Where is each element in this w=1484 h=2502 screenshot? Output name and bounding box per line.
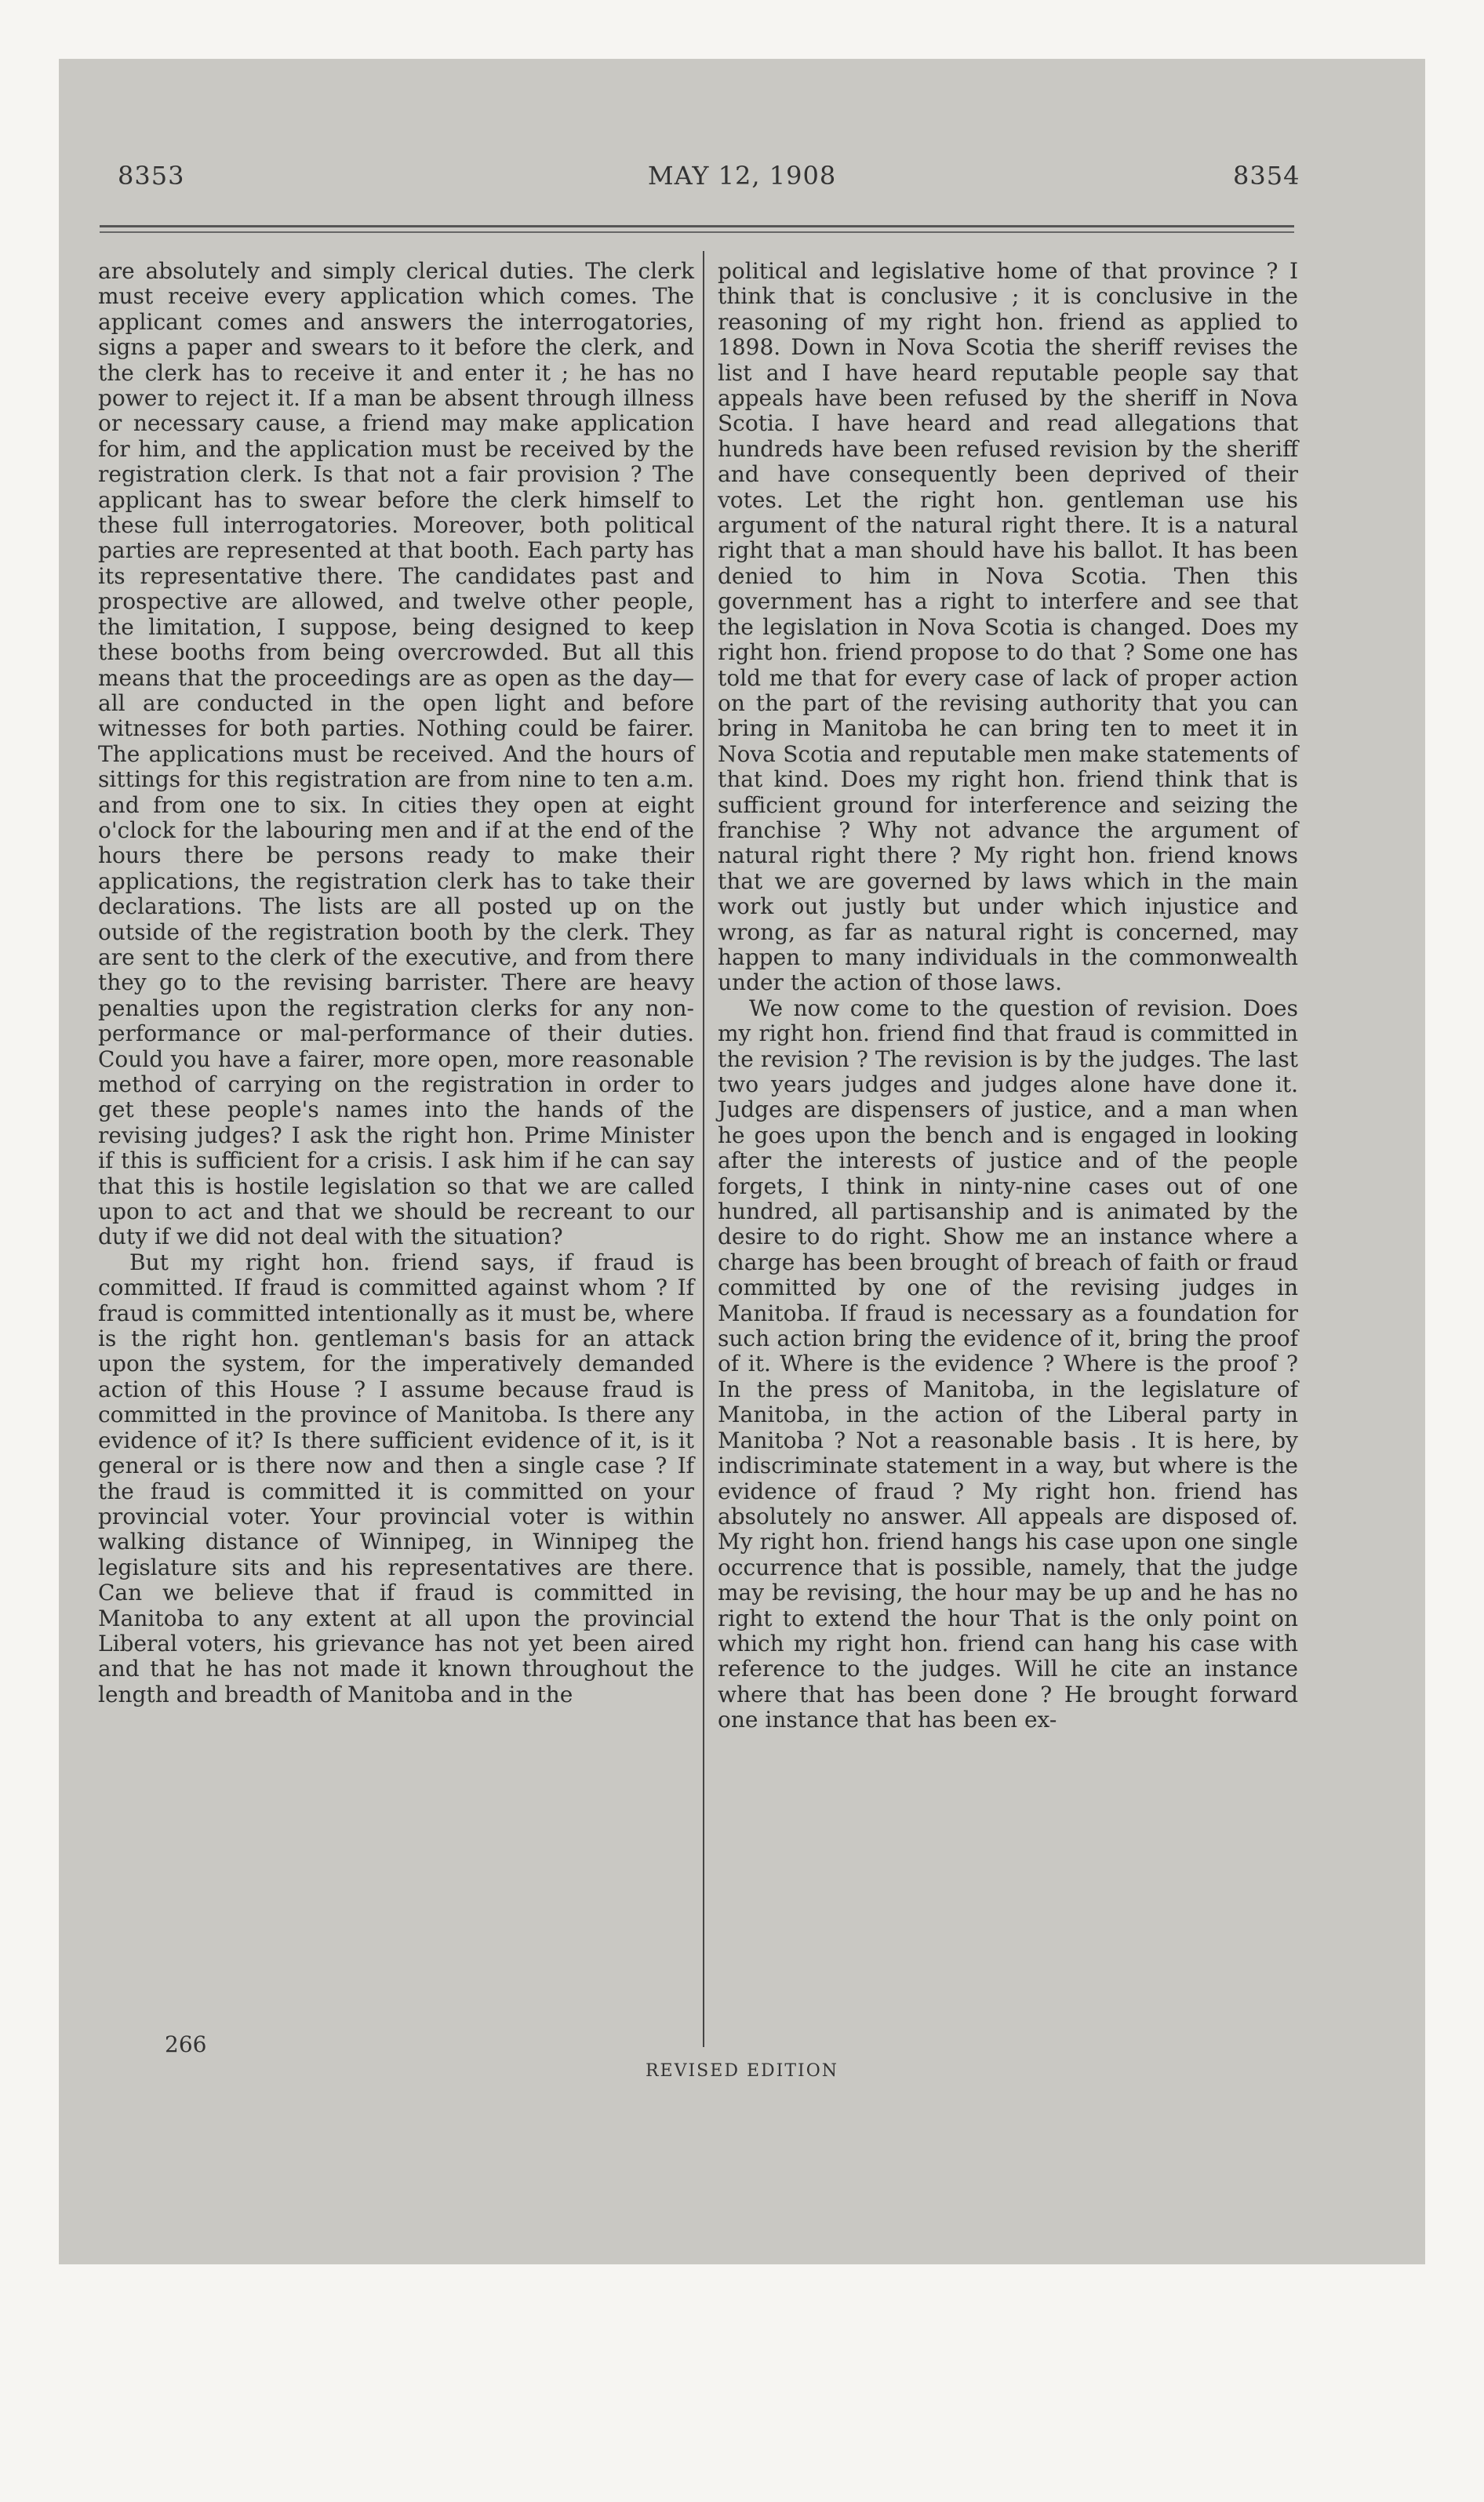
left-column	[98, 259, 694, 2502]
page-date: MAY 12, 1908	[647, 161, 837, 191]
left-paragraph-2: But my right hon. friend says, if fraud is committed. If fraud is committed against whom ? If fraud is committed intentionally as it must be, where is the right hon. gentleman's basis for an attack upon the system, for the imperatively demanded action of this House ? I assume because fraud is committed in the province of Manitoba. Is there any evidence of it? Is there sufficient evidence of it, is it general or is there now and then a single case ? If the fraud is committed it is committed on your provincial voter. Your provincial voter is within walking distance of Winnipeg, in Winnipeg the legislature sits and his representatives are there. Can we believe that if fraud is committed in Manitoba to any extent at all upon the provincial Liberal voters, his grievance has not yet been aired and that he has not made it known throughout the length and breadth of Manitoba and in the	[98, 1249, 694, 1707]
right-paragraph-2: We now come to the question of revision. Does my right hon. friend find that fraud is committed in the revision ? The revision is by the judges. The last two years judges and judges alone have done it. Judges are dispensers of justice, and a man when he goes upon the bench and is engaged in looking after the interests of justice and of the people forgets, I think in ninty-nine cases out of one hundred, all partisanship and is animated by the desire to do right. Show me an instance where a charge has been brought of breach of faith or fraud committed by one of the revising judges in Manitoba. If fraud is necessary as a foundation for such action bring the evidence of it, bring the proof of it. Where is the evidence ? Where is the proof ? In the press of Manitoba, in the legislature of Manitoba, in the action of the Liberal party in Manitoba ? Not a reasonable basis . It is here, by indiscriminate statement in a way, but where is the evidence of fraud ? My right hon. friend has absolutely no answer. All appeals are disposed of. My right hon. friend hangs his case upon one single occurrence that is possible, namely, that the judge may be revising, the hour may be up and he has no right to extend the hour That is the only point on which my right hon. friend can hang his case with reference to the judges. Will he cite an instance where that has been done ? He brought forward one instance that has been ex-	[718, 995, 1298, 1733]
page-number-right: 8354	[1233, 161, 1300, 191]
left-paragraph-1: are absolutely and simply clerical duties. The clerk must receive every application which comes. The applicant comes and answers the interrogatories, signs a paper and swears to it before the clerk, and the clerk has to receive it and enter it ; he has no power to reject it. If a man be absent through illness or necessary cause, a friend may make application for him, and the application must be received by the registration clerk. Is that not a fair provision ? The applicant has to swear before the clerk himself to these full interrogatories. Moreover, both political parties are represented at that booth. Each party has its representative there. The candidates past and prospective are allowed, and twelve other people, the limitation, I suppose, being designed to keep these booths from being overcrowded. But all this means that the proceedings are as open as the day—all are conducted in the open light and before witnesses for both parties. Nothing could be fairer. The applications must be received. And the hours of sittings for this registration are from nine to ten a.m. and from one to six. In cities they open at eight o'clock for the labouring men and if at the end of the hours there be persons ready to make their applications, the registration clerk has to take their declarations. The lists are all posted up on the outside of the registration booth by the clerk. They are sent to the clerk of the executive, and from there they go to the revising barrister. There are heavy penalties upon the registration clerks for any non-performance or mal-performance of their duties. Could you have a fairer, more open, more reasonable method of carrying on the registration in order to get these people's names into the hands of the revising judges? I ask the right hon. Prime Minister if this is sufficient for a crisis. I ask him if he can say that this is hostile legislation so that we are called upon to act and that we should be recreant to our duty if we did not deal with the situation?	[98, 258, 694, 1250]
right-paragraph-1: political and legislative home of that province ? I think that is conclusive ; it is conclusive in the reasoning of my right hon. friend as applied to 1898. Down in Nova Scotia the sheriff revises the list and I have heard reputable people say that appeals have been refused by the sheriff in Nova Scotia. I have heard and read allegations that hundreds have been refused revision by the sheriff and have consequently been deprived of their votes. Let the right hon. gentleman use his argument of the natural right there. It is a natural right that a man should have his ballot. It has been denied to him in Nova Scotia. Then this government has a right to interfere and see that the legislation in Nova Scotia is changed. Does my right hon. friend propose to do that ? Some one has told me that for every case of lack of proper action on the part of the revising authority that you can bring in Manitoba he can bring ten to meet it in Nova Scotia and reputable men make statements of that kind. Does my right hon. friend think that is sufficient ground for interference and seizing the franchise ? Why not advance the argument of natural right there ? My right hon. friend knows that we are governed by laws which in the main work out justly but under which injustice and wrong, as far as natural right is concerned, may happen to many individuals in the commonwealth under the action of those laws.	[718, 258, 1298, 996]
footer-edition: REVISED EDITION	[645, 2061, 838, 2081]
header-rule-secondary	[100, 231, 1294, 233]
right-column	[718, 259, 1298, 2502]
signature-mark: 266	[165, 2031, 207, 2057]
page-number-left: 8353	[118, 161, 185, 191]
column-divider	[703, 251, 704, 2047]
header-rule	[100, 225, 1294, 227]
